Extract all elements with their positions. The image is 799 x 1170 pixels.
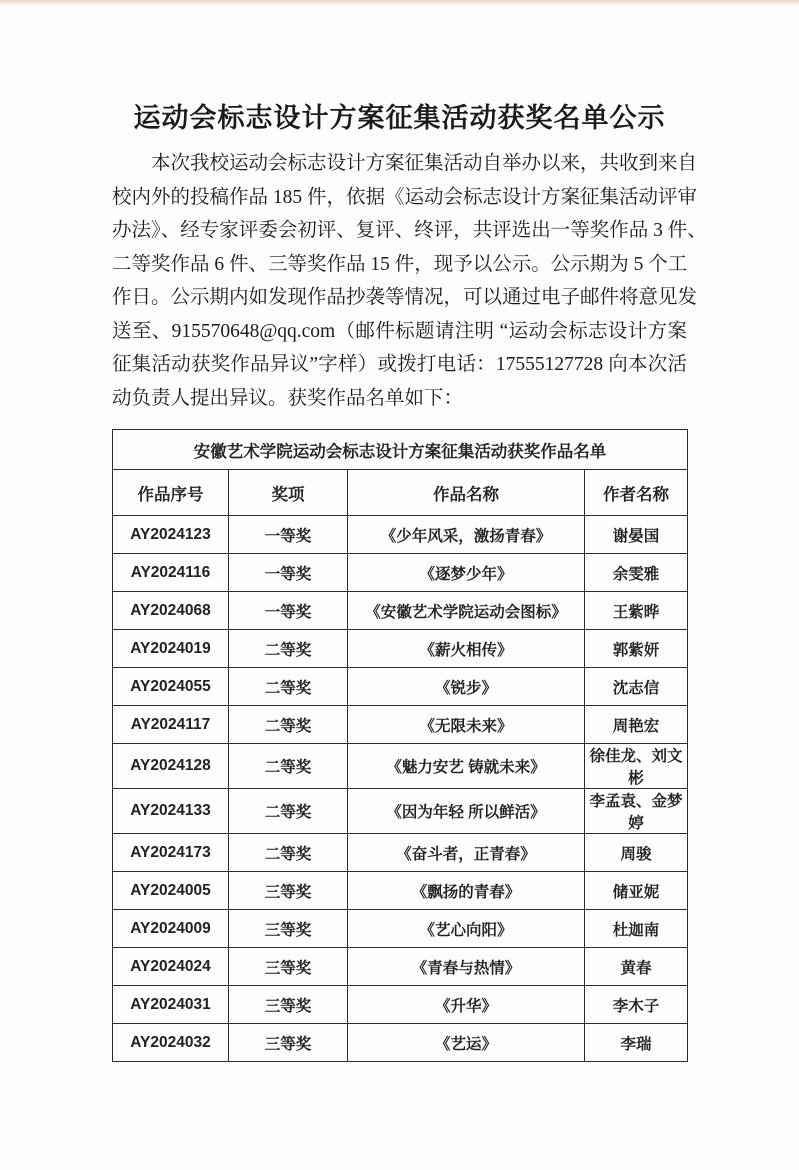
body-paragraph: [112, 147, 707, 415]
table-cell: AY2024055: [113, 668, 229, 706]
table-row: [113, 668, 688, 706]
table-header-row: [113, 470, 688, 516]
table-cell: 二等奖: [229, 789, 348, 834]
table-cell: 沈志信: [585, 668, 688, 706]
table-row: [113, 872, 688, 910]
table-caption: 安徽艺术学院运动会标志设计方案征集活动获奖作品名单: [113, 430, 688, 470]
scan-artifact: [0, 0, 799, 6]
table-cell: 三等奖: [229, 872, 348, 910]
table-row: [113, 592, 688, 630]
table-row: [113, 986, 688, 1024]
document-content: [112, 0, 707, 1062]
table-row: [113, 744, 688, 789]
table-cell: AY2024133: [113, 789, 229, 834]
table-row: [113, 630, 688, 668]
table-cell: 储亚妮: [585, 872, 688, 910]
table-cell: 杜迦南: [585, 910, 688, 948]
table-cell: 郭紫妍: [585, 630, 688, 668]
table-cell: 黄春: [585, 948, 688, 986]
table-cell: AY2024123: [113, 516, 229, 554]
table-row: [113, 706, 688, 744]
column-header: 作品名称: [348, 470, 585, 516]
table-row: [113, 1024, 688, 1062]
table-cell: 李瑞: [585, 1024, 688, 1062]
table-row: [113, 948, 688, 986]
table-cell: 《逐梦少年》: [348, 554, 585, 592]
table-cell: AY2024128: [113, 744, 229, 789]
table-cell: 周骏: [585, 834, 688, 872]
table-cell: 二等奖: [229, 630, 348, 668]
body-line: 作日。公示期内如发现作品抄袭等情况，可以通过电子邮件将意见发: [112, 287, 698, 308]
table-cell: 《无限未来》: [348, 706, 585, 744]
table-cell: AY2024024: [113, 948, 229, 986]
table-cell: 二等奖: [229, 834, 348, 872]
body-line: 送至、915570648@qq.com（邮件标题请注明 “运动会标志设计方案: [112, 320, 687, 342]
table-cell: 三等奖: [229, 910, 348, 948]
column-header: 奖项: [229, 470, 348, 516]
column-header: 作品序号: [113, 470, 229, 516]
table-row: [113, 910, 688, 948]
body-line: 本次我校运动会标志设计方案征集活动自举办以来，共收到来自: [151, 153, 698, 174]
table-cell: 《魅力安艺 铸就未来》: [348, 744, 585, 789]
table-cell: 余雯雅: [585, 554, 688, 592]
table-cell: 二等奖: [229, 744, 348, 789]
body-line: 二等奖作品 6 件、三等奖作品 15 件，现予以公示。公示期为 5 个工: [112, 253, 688, 275]
table-caption-row: [113, 430, 688, 470]
table-cell: 谢晏国: [585, 516, 688, 554]
table-cell: 《飘扬的青春》: [348, 872, 585, 910]
table-cell: 《锐步》: [348, 668, 585, 706]
table-cell: AY2024117: [113, 706, 229, 744]
table-cell: 《艺心向阳》: [348, 910, 585, 948]
awards-table: [112, 429, 688, 1062]
table-cell: AY2024019: [113, 630, 229, 668]
table-cell: 一等奖: [229, 554, 348, 592]
table-cell: 王紫晔: [585, 592, 688, 630]
table-cell: AY2024009: [113, 910, 229, 948]
table-row: [113, 516, 688, 554]
table-cell: 《升华》: [348, 986, 585, 1024]
table-cell: AY2024032: [113, 1024, 229, 1062]
table-cell: 《青春与热情》: [348, 948, 585, 986]
table-cell: AY2024173: [113, 834, 229, 872]
table-cell: 三等奖: [229, 1024, 348, 1062]
body-line: 办法》、经专家评委会初评、复评、终评，共评选出一等奖作品 3 件、: [112, 220, 707, 241]
table-cell: 三等奖: [229, 986, 348, 1024]
table-cell: 《因为年轻 所以鲜活》: [348, 789, 585, 834]
column-header: 作者名称: [585, 470, 688, 516]
table-cell: 二等奖: [229, 706, 348, 744]
table-cell: 周艳宏: [585, 706, 688, 744]
table-cell: 《奋斗者，正青春》: [348, 834, 585, 872]
table-row: [113, 554, 688, 592]
table-cell: 李孟袁、金梦婷: [585, 789, 688, 834]
table-cell: 二等奖: [229, 668, 348, 706]
table-cell: 一等奖: [229, 516, 348, 554]
page-title: 运动会标志设计方案征集活动获奖名单公示: [133, 103, 666, 133]
table-cell: AY2024116: [113, 554, 229, 592]
body-line: 动负责人提出异议。获奖作品名单如下：: [112, 387, 464, 409]
table-cell: AY2024031: [113, 986, 229, 1024]
table-cell: AY2024005: [113, 872, 229, 910]
table-row: [113, 834, 688, 872]
table-cell: 一等奖: [229, 592, 348, 630]
body-line: 校内外的投稿作品 185 件，依据《运动会标志设计方案征集活动评审: [112, 186, 698, 208]
table-cell: 《少年风采，激扬青春》: [348, 516, 585, 554]
table-cell: 《薪火相传》: [348, 630, 585, 668]
table-cell: 李木子: [585, 986, 688, 1024]
table-cell: 《安徽艺术学院运动会图标》: [348, 592, 585, 630]
body-line: 征集活动获奖作品异议”字样）或拨打电话：17555127728 向本次活: [112, 354, 687, 375]
table-cell: 徐佳龙、刘文彬: [585, 744, 688, 789]
table-cell: 三等奖: [229, 948, 348, 986]
table-cell: 《艺运》: [348, 1024, 585, 1062]
table-row: [113, 789, 688, 834]
table-cell: AY2024068: [113, 592, 229, 630]
